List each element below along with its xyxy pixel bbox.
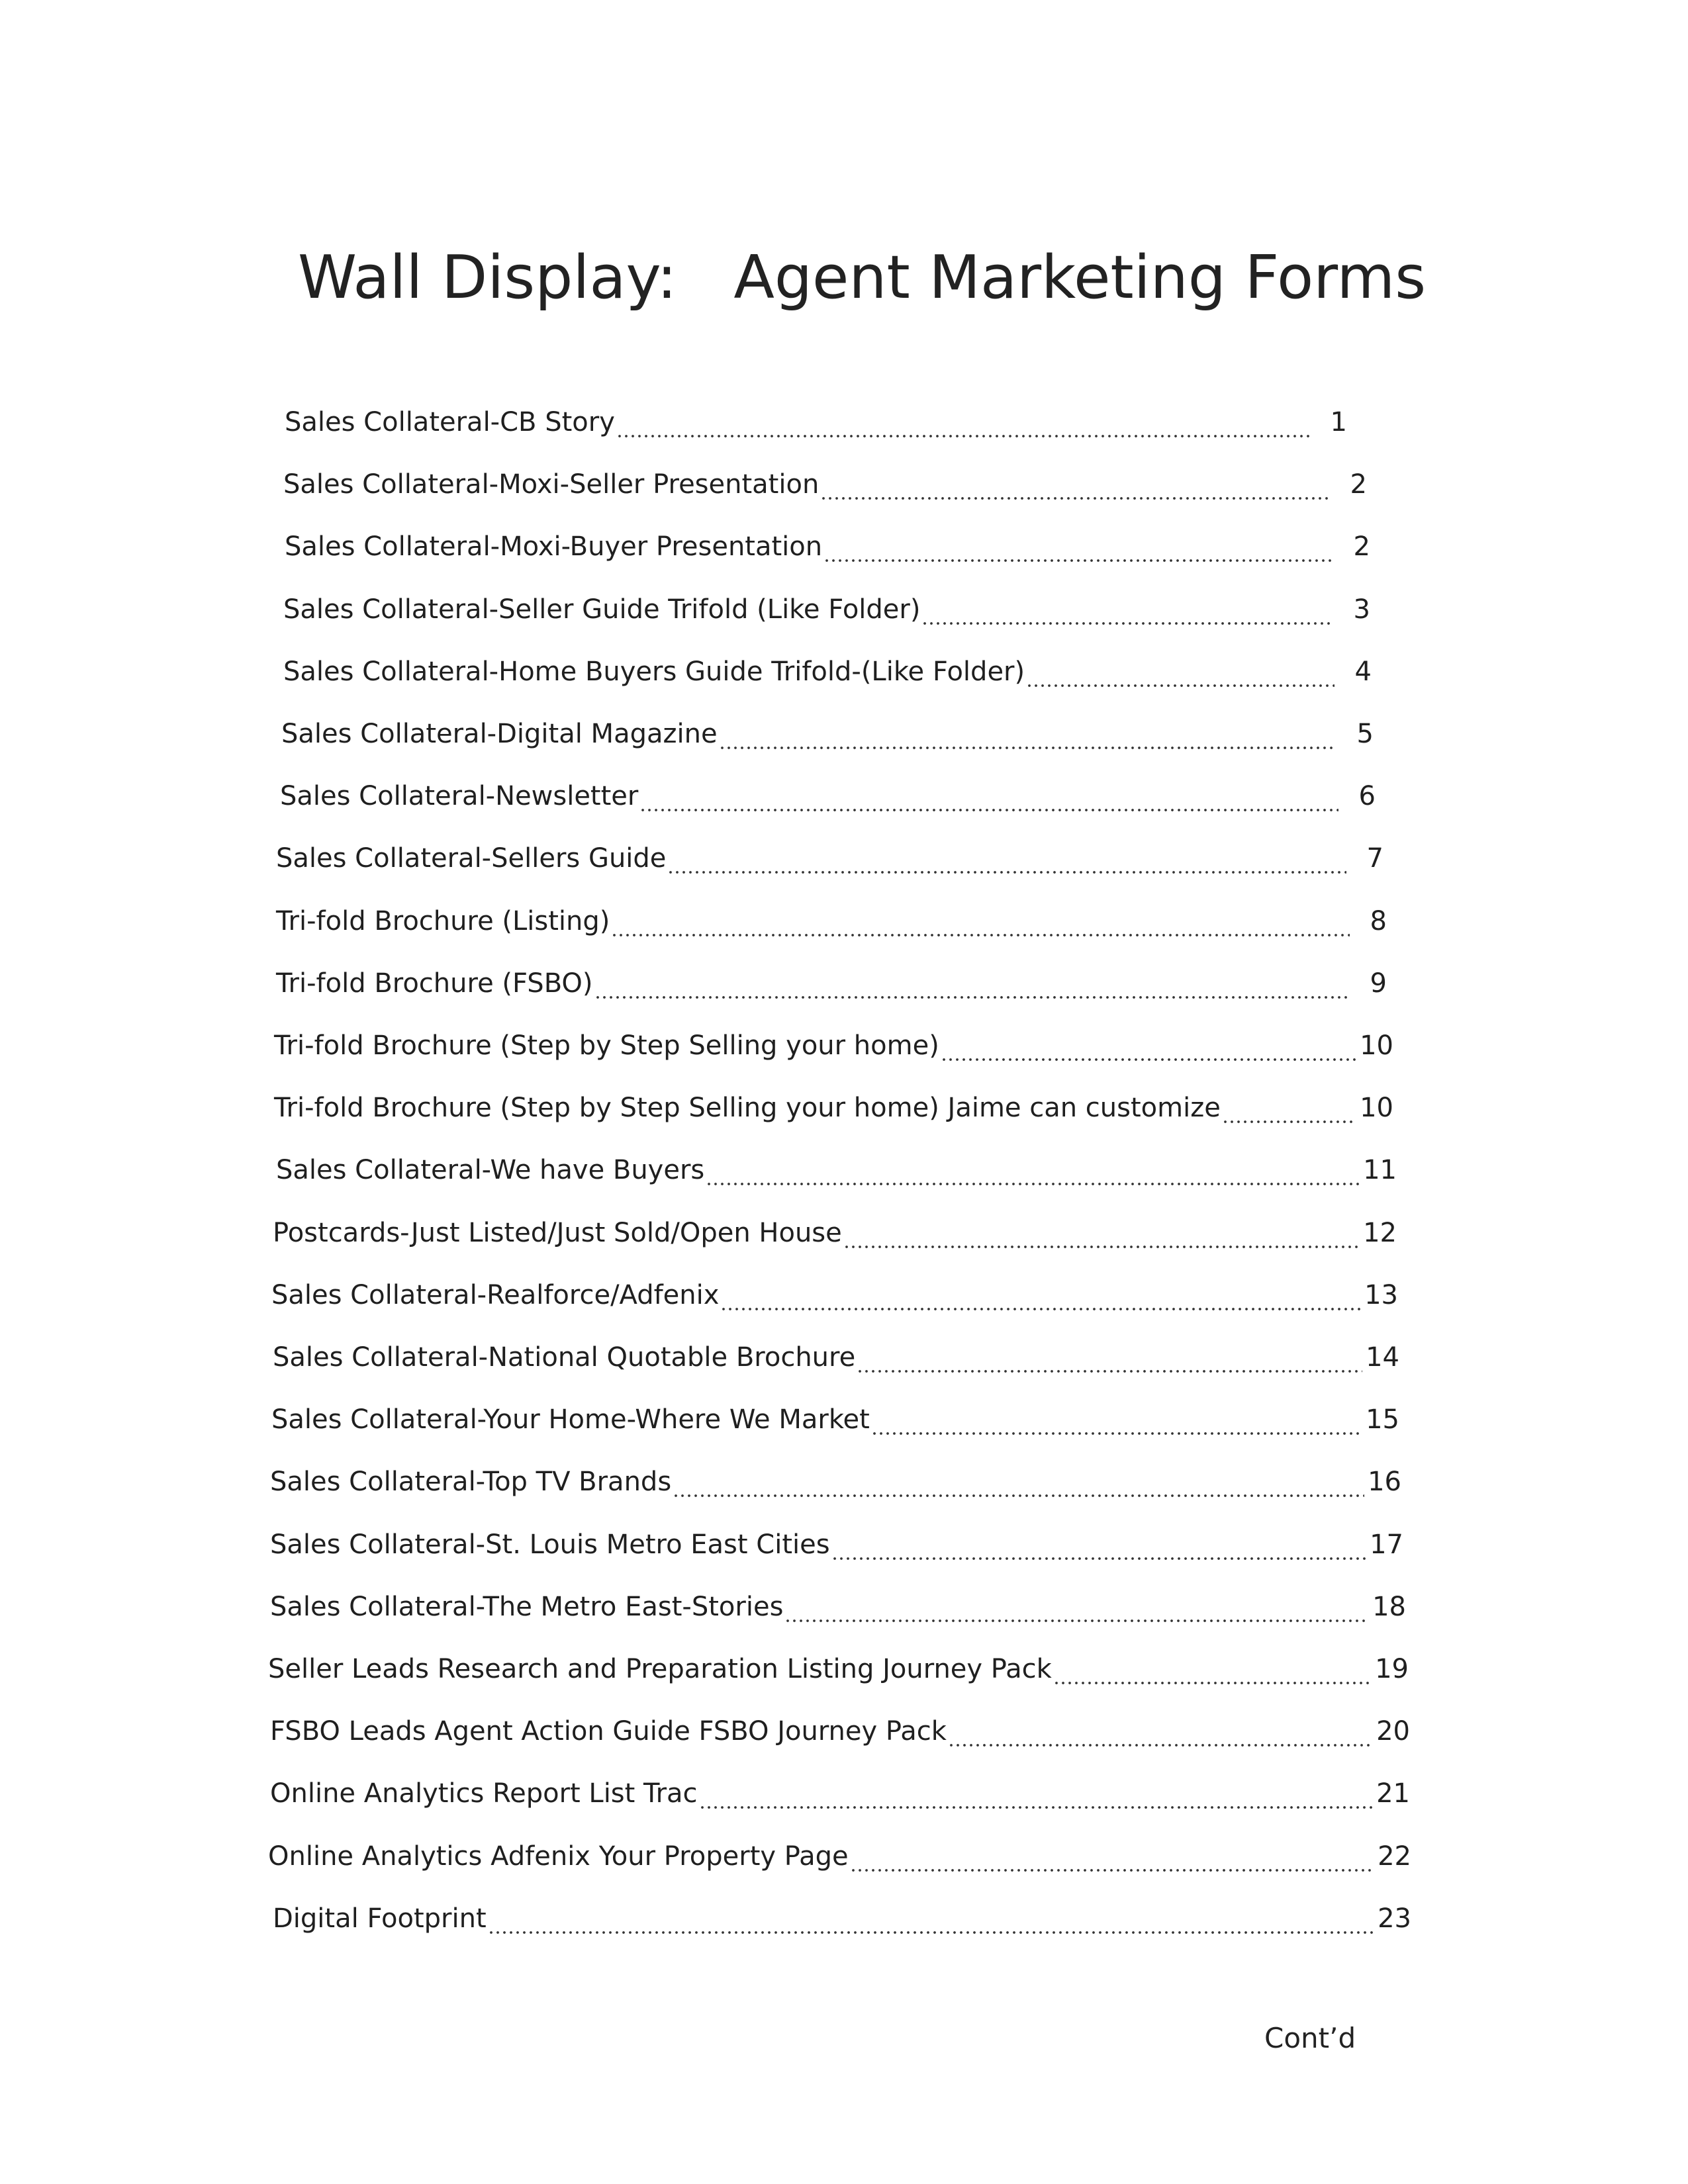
toc-entry-label: Sales Collateral-Home Buyers Guide Trifold-(Like Folder) [283, 657, 1025, 687]
toc-entry [285, 527, 1370, 567]
toc-entry-page-number: 23 [1378, 1903, 1411, 1934]
toc-entry-label: Sales Collateral-Realforce/Adfenix [271, 1280, 720, 1310]
toc-entry [270, 1462, 1401, 1502]
toc-entry-label: Tri-fold Brochure (Step by Step Selling your home) [274, 1030, 939, 1061]
toc-entry [276, 964, 1387, 1003]
toc-entry-page-number: 10 [1360, 1093, 1393, 1123]
toc-entry-page-number: 8 [1370, 906, 1387, 936]
toc-entry-page-number: 6 [1358, 781, 1376, 811]
dot-leader [831, 1525, 1366, 1565]
toc-entry [273, 1899, 1411, 1938]
dot-leader [941, 1026, 1356, 1066]
toc-entry [274, 1088, 1393, 1128]
toc-entry-page-number: 13 [1364, 1280, 1398, 1310]
dot-leader [871, 1400, 1362, 1439]
toc-entry [283, 465, 1367, 504]
toc-entry [283, 590, 1370, 629]
dot-leader [850, 1837, 1374, 1876]
dot-leader [720, 1275, 1361, 1315]
toc-entry-label: Sales Collateral-We have Buyers [276, 1155, 705, 1185]
toc-entry-page-number: 1 [1330, 407, 1347, 437]
dot-leader [921, 590, 1333, 629]
continued-note: Cont’d [1264, 2022, 1356, 2054]
dot-leader [706, 1150, 1360, 1190]
dot-leader [611, 901, 1350, 941]
toc-entry-label: FSBO Leads Agent Action Guide FSBO Journey Pack [270, 1716, 947, 1747]
toc-entry-label: Tri-fold Brochure (FSBO) [276, 968, 593, 999]
toc-entry [280, 776, 1376, 816]
dot-leader [616, 402, 1310, 442]
toc-entry [273, 1213, 1397, 1253]
dot-leader [639, 776, 1338, 816]
toc-entry-label: Tri-fold Brochure (Step by Step Selling your home) Jaime can customize [274, 1093, 1221, 1123]
toc-entry-page-number: 12 [1363, 1218, 1397, 1248]
toc-entry-page-number: 7 [1366, 843, 1383, 874]
toc-entry-page-number: 10 [1360, 1030, 1393, 1061]
toc-entry-label: Digital Footprint [273, 1903, 487, 1934]
toc-entry-page-number: 16 [1368, 1467, 1401, 1497]
toc-entry-label: Sales Collateral-Newsletter [280, 781, 639, 811]
dot-leader [784, 1587, 1369, 1627]
dot-leader [699, 1774, 1373, 1813]
toc-entry [271, 1400, 1399, 1439]
toc-entry-page-number: 21 [1376, 1778, 1410, 1809]
toc-entry [283, 652, 1372, 692]
dot-leader [1026, 652, 1335, 692]
toc-entry-label: Sales Collateral-National Quotable Brochure [273, 1342, 856, 1373]
toc-entry [285, 402, 1347, 442]
toc-entry [270, 1774, 1410, 1813]
toc-entry-page-number: 19 [1375, 1654, 1409, 1684]
toc-entry [274, 1026, 1393, 1066]
toc-entry-page-number: 22 [1378, 1841, 1411, 1872]
toc-entry-label: Sales Collateral-Digital Magazine [281, 719, 718, 749]
toc-entry-page-number: 2 [1353, 531, 1370, 562]
dot-leader [1053, 1649, 1372, 1689]
dot-leader [673, 1462, 1364, 1502]
toc-entry-label: Tri-fold Brochure (Listing) [276, 906, 610, 936]
toc-entry-page-number: 9 [1370, 968, 1387, 999]
toc-entry-label: Seller Leads Research and Preparation Listing Journey Pack [268, 1654, 1052, 1684]
dot-leader [488, 1899, 1374, 1938]
toc-entry-label: Sales Collateral-Your Home-Where We Market [271, 1404, 870, 1435]
dot-leader [857, 1338, 1362, 1377]
toc-entry-label: Sales Collateral-Moxi-Seller Presentation [283, 469, 820, 500]
toc-entry-label: Sales Collateral-St. Louis Metro East Cities [270, 1529, 830, 1560]
dot-leader [843, 1213, 1360, 1253]
toc-entry-page-number: 15 [1366, 1404, 1399, 1435]
toc-entry-label: Sales Collateral-Seller Guide Trifold (Like Folder) [283, 594, 921, 625]
toc-entry [276, 1150, 1397, 1190]
page-title: Wall Display: Agent Marketing Forms [298, 243, 1427, 312]
toc-entry-label: Postcards-Just Listed/Just Sold/Open House [273, 1218, 842, 1248]
toc-entry-page-number: 18 [1372, 1592, 1406, 1622]
dot-leader [820, 465, 1330, 504]
toc-entry-label: Online Analytics Report List Trac [270, 1778, 698, 1809]
toc-entry-page-number: 5 [1356, 719, 1374, 749]
toc-entry-page-number: 4 [1354, 657, 1372, 687]
toc-entry-label: Online Analytics Adfenix Your Property Page [268, 1841, 849, 1872]
toc-entry-label: Sales Collateral-The Metro East-Stories [270, 1592, 784, 1622]
dot-leader [719, 714, 1336, 754]
toc-entry-page-number: 11 [1363, 1155, 1397, 1185]
toc-entry [270, 1587, 1406, 1627]
toc-entry [270, 1525, 1403, 1565]
toc-entry [268, 1649, 1409, 1689]
toc-entry [276, 901, 1387, 941]
toc-entry [270, 1711, 1410, 1751]
toc-entry-page-number: 17 [1370, 1529, 1403, 1560]
dot-leader [1222, 1088, 1356, 1128]
dot-leader [823, 527, 1333, 567]
toc-entry [273, 1338, 1399, 1377]
toc-entry-label: Sales Collateral-Sellers Guide [276, 843, 667, 874]
toc-entry-label: Sales Collateral-CB Story [285, 407, 615, 437]
toc-entry [268, 1837, 1411, 1876]
toc-entry-label: Sales Collateral-Top TV Brands [270, 1467, 672, 1497]
toc-entry-label: Sales Collateral-Moxi-Buyer Presentation [285, 531, 823, 562]
toc-entry-page-number: 3 [1353, 594, 1370, 625]
toc-entry-page-number: 14 [1366, 1342, 1399, 1373]
toc-entry [276, 839, 1383, 878]
dot-leader [667, 839, 1346, 878]
dot-leader [948, 1711, 1373, 1751]
toc-entry-page-number: 20 [1376, 1716, 1410, 1747]
toc-entry [281, 714, 1374, 754]
toc-entry [271, 1275, 1398, 1315]
dot-leader [594, 964, 1350, 1003]
toc-entry-page-number: 2 [1350, 469, 1367, 500]
